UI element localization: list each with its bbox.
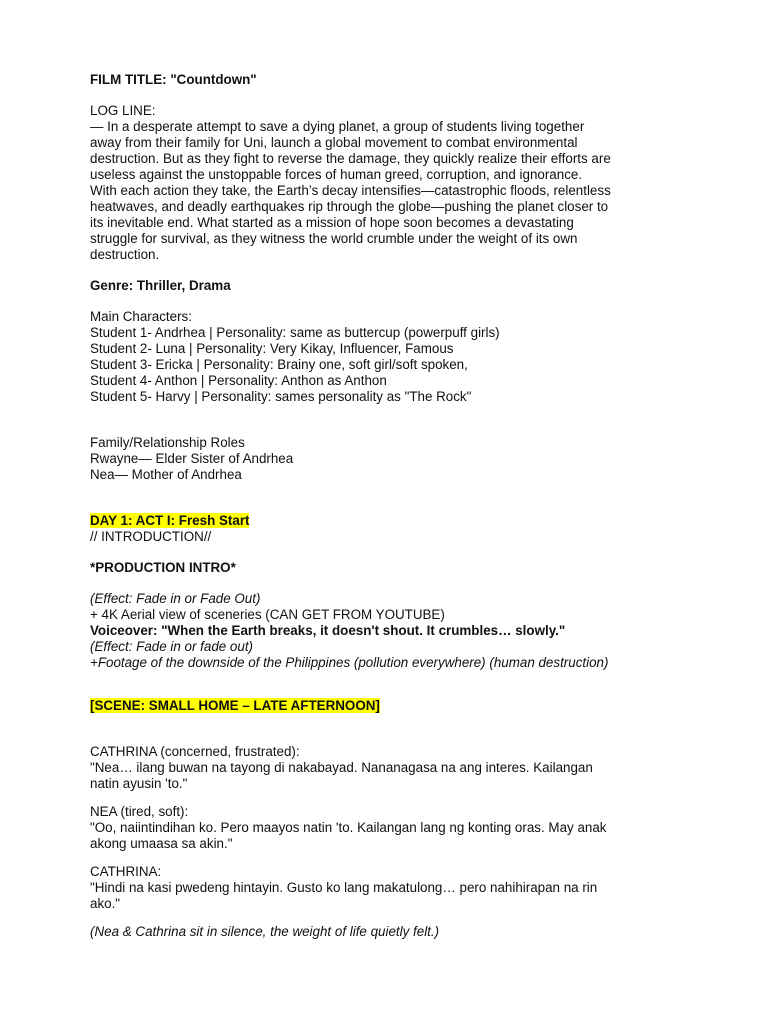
- family-roles-section: [90, 435, 690, 483]
- script-page: [90, 72, 690, 940]
- genre-line: Genre: Thriller, Drama: [90, 278, 231, 293]
- voiceover-line: Voiceover: "When the Earth breaks, it doesn't shout. It crumbles… slowly.": [90, 623, 566, 638]
- logline-line: destruction.: [90, 247, 160, 262]
- character-item: Student 4- Anthon | Personality: Anthon as Anthon: [90, 373, 387, 388]
- effect-note: (Effect: Fade in or fade out): [90, 639, 254, 654]
- family-role-item: Rwayne— Elder Sister of Andrhea: [90, 451, 294, 466]
- logline-section: [90, 103, 690, 263]
- effect-note: (Effect: Fade in or Fade Out): [90, 591, 261, 606]
- character-item: Student 3- Ericka | Personality: Brainy one, soft girl/soft spoken,: [90, 357, 468, 372]
- dialogue-line: natin ayusin 'to.": [90, 776, 188, 791]
- dialogue-block: [90, 744, 690, 792]
- character-item: Student 1- Andrhea | Personality: same as buttercup (powerpuff girls): [90, 325, 500, 340]
- logline-line: struggle for survival, as they witness the world crumble under the weight of its own: [90, 231, 578, 246]
- stage-direction: (Nea & Cathrina sit in silence, the weight of life quietly felt.): [90, 924, 440, 939]
- day1-section: [90, 513, 690, 545]
- speaker-label: NEA (tired, soft):: [90, 804, 189, 819]
- family-role-item: Nea— Mother of Andrhea: [90, 467, 242, 482]
- scene-heading: [SCENE: SMALL HOME – LATE AFTERNOON]: [90, 698, 380, 713]
- day1-heading: DAY 1: ACT I: Fresh Start: [90, 513, 250, 528]
- production-intro-heading: *PRODUCTION INTRO*: [90, 560, 236, 575]
- aerial-note: + 4K Aerial view of sceneries (CAN GET FROM YOUTUBE): [90, 607, 445, 622]
- logline-line: useless against the unstoppable forces of human greed, corruption, and ignorance.: [90, 167, 583, 182]
- character-item: Student 5- Harvy | Personality: sames personality as "The Rock": [90, 389, 472, 404]
- logline-line: With each action they take, the Earth’s decay intensifies—catastrophic floods, relentless: [90, 183, 611, 198]
- dialogue-line: "Nea… ilang buwan na tayong di nakabayad. Nananagasa na ang interes. Kailangan: [90, 760, 593, 775]
- main-characters-heading: Main Characters:: [90, 309, 192, 324]
- film-title: FILM TITLE: "Countdown": [90, 72, 257, 87]
- character-item: Student 2- Luna | Personality: Very Kikay, Influencer, Famous: [90, 341, 454, 356]
- day1-subheading: // INTRODUCTION//: [90, 529, 212, 544]
- dialogue-line: ako.": [90, 896, 121, 911]
- speaker-label: CATHRINA:: [90, 864, 162, 879]
- main-characters-section: [90, 309, 690, 405]
- logline-line: its inevitable end. What started as a mission of hope soon becomes a devastating: [90, 215, 574, 230]
- dialogue-block: [90, 864, 690, 912]
- production-intro-section: [90, 560, 690, 671]
- dialogue-line: akong umaasa sa akin.": [90, 836, 233, 851]
- scene-section: [90, 698, 690, 940]
- footage-note: +Footage of the downside of the Philippines (pollution everywhere) (human destruction): [90, 655, 609, 670]
- dialogue-line: "Oo, naiintindihan ko. Pero maayos natin 'to. Kailangan lang ng konting oras. May anak: [90, 820, 607, 835]
- logline-line: destruction. But as they fight to reverse the damage, they quickly realize their efforts are: [90, 151, 611, 166]
- logline-line: away from their family for Uni, launch a global movement to combat environmental: [90, 135, 578, 150]
- dialogue-line: "Hindi na kasi pwedeng hintayin. Gusto ko lang makatulong… pero nahihirapan na rin: [90, 880, 598, 895]
- logline-heading: LOG LINE:: [90, 103, 156, 118]
- dialogue-block: [90, 804, 690, 852]
- logline-line: heatwaves, and deadly earthquakes rip through the globe—pushing the planet closer to: [90, 199, 609, 214]
- logline-line: — In a desperate attempt to save a dying planet, a group of students living together: [90, 119, 585, 134]
- speaker-label: CATHRINA (concerned, frustrated):: [90, 744, 300, 759]
- family-roles-heading: Family/Relationship Roles: [90, 435, 245, 450]
